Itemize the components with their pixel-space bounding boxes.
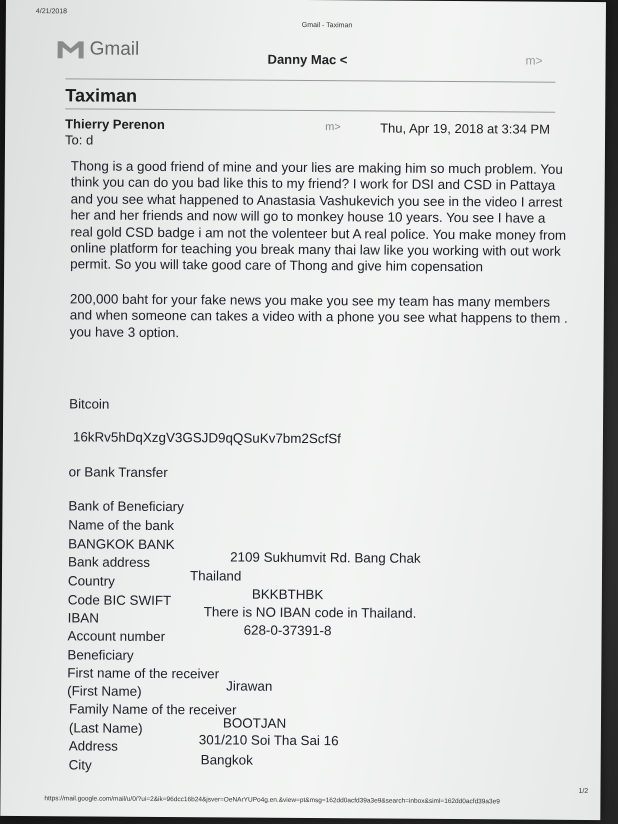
- bank-field-label: City: [68, 757, 92, 773]
- gmail-logo: [56, 38, 140, 61]
- bank-field-label: BANGKOK BANK: [68, 536, 175, 553]
- footer-url: https://mail.google.com/mail/u/0/?ui=2&ik=96dcc16b24&jsver=OeNArYUPo4g.en.&view=pt&msg=162dd0acfd39a3e9&search=inbox&siml=162dd0acfd39a3e9: [44, 795, 500, 806]
- body-paragraph-1: Thong is a good friend of mine and your lies are making him so much problem. You think you can do you bad like this to my friend? I work for DSI and CSD in Pattaya and you see what happened to Anastasia Vashukevich you see in the video I arrest her and her friends and now will go to monkey house 10 years. You see I have a real gold CSD badge i am not the volenteer but A real police. You make money from online platform for teaching you break many thai law like you working with out work permit. So you will take good care of Thong and give him copensation: [70, 158, 567, 275]
- gmail-logo-text: Gmail: [89, 38, 140, 60]
- bank-field-label: Bank of Beneficiary: [68, 498, 184, 515]
- gmail-m-icon: [56, 38, 86, 60]
- bank-field-label: Address: [68, 738, 118, 754]
- bank-field-value: Jirawan: [226, 678, 273, 694]
- body-paragraph-3: you have 3 option.: [69, 324, 180, 340]
- sender-name: Thierry Perenon: [65, 116, 165, 133]
- email-recipient: To: d: [64, 132, 94, 148]
- bitcoin-address: 16kRv5hDqXzgV3GSJD9qQSuKv7bm2ScfSf: [72, 429, 341, 447]
- bank-field-label: Country: [67, 573, 115, 589]
- bank-field-value: 301/210 Soi Tha Sai 16: [198, 732, 339, 749]
- bank-field-label: IBAN: [67, 610, 99, 626]
- body-paragraph-2: 200,000 baht for your fake news you make you see my team has many members and when someone can takes a video with a phone you see what happens to them .: [69, 291, 568, 327]
- bank-field-value: Thailand: [189, 568, 242, 584]
- email-body: [70, 158, 571, 354]
- account-name: Danny Mac <: [267, 51, 348, 68]
- bank-field-value: BKKBTHBK: [251, 586, 324, 603]
- bank-field-label: Bank address: [68, 554, 151, 570]
- footer-page-number: 1/2: [578, 787, 589, 795]
- bank-field-label: (First Name): [67, 683, 142, 699]
- bank-field-label: Name of the bank: [68, 517, 175, 534]
- subject-divider: [65, 108, 555, 112]
- account-email-tail: m>: [525, 53, 543, 68]
- print-date: 4/21/2018: [35, 8, 68, 16]
- bank-field-value: 2109 Sukhumvit Rd. Bang Chak: [230, 549, 421, 566]
- bank-field-value: 628-0-37391-8: [243, 622, 332, 639]
- bank-field-label: Beneficiary: [67, 647, 134, 663]
- bank-field-value: There is NO IBAN code in Thailand.: [203, 604, 417, 621]
- bank-field-label: Account number: [67, 628, 166, 645]
- bitcoin-label: Bitcoin: [69, 396, 110, 412]
- print-title: Gmail - Taximan: [301, 21, 353, 30]
- sender-email-tail: m>: [325, 121, 341, 134]
- bank-field-label: First name of the receiver: [67, 665, 220, 682]
- header-divider: [65, 78, 555, 82]
- email-subject: Taximan: [65, 85, 138, 106]
- bank-field-label: (Last Name): [68, 720, 143, 736]
- bank-field-label: Code BIC SWIFT: [67, 592, 172, 609]
- bank-field-label: Family Name of the receiver: [68, 701, 237, 718]
- email-date: Thu, Apr 19, 2018 at 3:34 PM: [380, 120, 551, 137]
- bank-field-value: BOOTJAN: [222, 715, 287, 731]
- bank-transfer-label: or Bank Transfer: [68, 464, 168, 481]
- bank-field-value: Bangkok: [200, 752, 253, 768]
